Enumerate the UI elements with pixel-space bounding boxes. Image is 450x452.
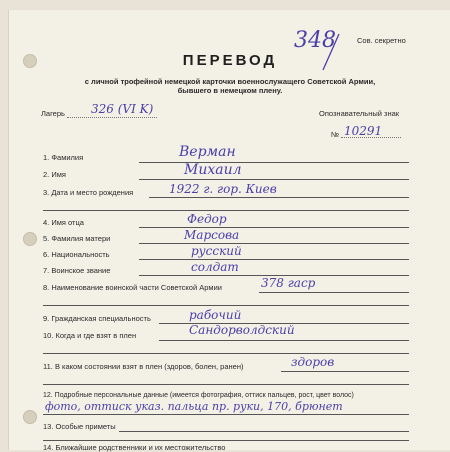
field-condition-line [281,371,409,372]
page-title: ПЕРЕВОД [182,52,278,69]
secrecy-label: Сов. секретно [357,36,406,45]
field-surname-label: 1. Фамилия [43,153,84,162]
field-birth-label: 3. Дата и место рождения [43,188,134,197]
camp-label: Лагерь [41,109,65,118]
field-firstname-label: 2. Имя [43,170,66,179]
field-condition-label: 11. В каком состоянии взят в плен (здоров, болен, ранен) [43,362,244,371]
field-surname-line [139,162,409,163]
camp-underline [67,117,157,118]
field-relatives-label: 14. Ближайшие родственники и их местожительство [43,443,226,452]
subtitle-line-1: с личной трофейной немецкой карточки военнослужащего Советской Армии, [84,77,376,86]
field-personal-value: фото, оттиск указ. пальца пр. руки, 170, брюнет [45,400,343,413]
field-birth-value: 1922 г. гор. Киев [169,182,277,196]
field-personal-label: 12. Подробные персональные данные (имеется фотография, оттиск пальцев, рост, цвет волос) [43,392,354,399]
field-condition-value: здоров [291,355,335,369]
field-captured-value: Сандорволдский [189,323,295,337]
field-mother-label: 5. Фамилия матери [43,234,111,243]
id-tag-number-prefix: № [331,130,340,139]
field-father-label: 4. Имя отца [43,218,84,227]
field-firstname-value: Михаил [184,162,242,178]
camp-value: 326 (VI K) [91,102,154,116]
field-nationality-value: русский [191,244,242,258]
field-captured-extra-line [43,353,409,354]
field-surname-value: Верман [179,144,236,160]
field-captured-label: 10. Когда и где взят в плен [43,331,137,340]
field-unit-value: 378 гаср [261,276,316,290]
field-mother-line [139,243,409,244]
id-tag-label: Опознавательный знак [319,109,400,118]
field-unit-label: 8. Наименование воинской части Советской Армии [43,283,222,292]
field-birth-line [149,197,409,198]
field-marks-line [119,431,409,432]
subtitle-line-2: бывшего в немецком плену. [177,86,283,95]
id-tag-value: 10291 [344,124,383,138]
field-personal-line [43,414,409,415]
field-father-value: Федор [187,212,227,226]
field-nationality-line [139,259,409,260]
field-father-line [139,227,409,228]
document-sheet [8,10,450,450]
field-rank-value: солдат [191,260,239,274]
field-nationality-label: 6. Национальность [43,250,110,259]
field-unit-line [259,292,409,293]
field-firstname-line [139,179,409,180]
field-profession-value: рабочий [189,308,242,322]
page-subtitle [9,77,450,95]
field-birth-extra-line [43,210,409,211]
field-rank-label: 7. Воинское звание [43,266,111,275]
field-captured-line [159,340,409,341]
field-profession-label: 9. Гражданская специальность [43,314,151,323]
punch-hole [23,232,37,246]
field-condition-extra-line [43,384,409,385]
stamp-number: 348 [294,28,336,53]
field-marks-extra-line [43,440,409,441]
field-mother-value: Марсова [184,228,240,242]
punch-hole [23,410,37,424]
field-unit-extra-line [43,305,409,306]
field-marks-label: 13. Особые приметы [43,422,116,431]
